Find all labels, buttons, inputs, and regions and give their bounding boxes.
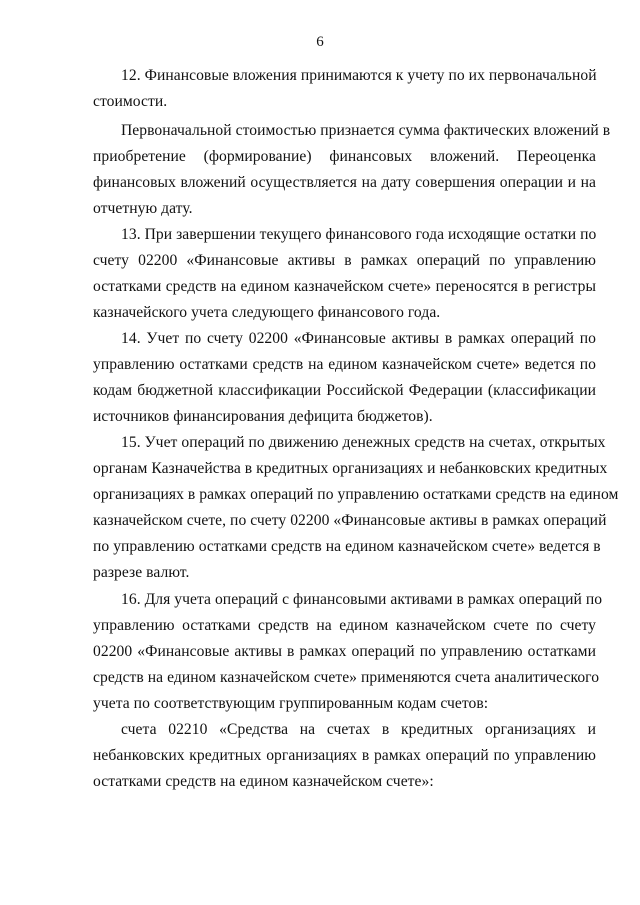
text-line: организациях в рамках операций по управлению остатками средств на едином — [93, 486, 619, 503]
text-line: небанковских кредитных организациях в рамках операций по управлению — [93, 747, 596, 764]
text-line: 12. Финансовые вложения принимаются к учету по их первоначальной — [121, 67, 597, 84]
text-line: счета 02210 «Средства на счетах в кредитных организациях и — [121, 721, 596, 738]
page-number: 6 — [316, 34, 324, 50]
text-line: финансовых вложений осуществляется на дату совершения операции и на — [93, 174, 596, 191]
text-line: приобретение (формирование) финансовых вложений. Переоценка — [93, 148, 596, 165]
text-line: Первоначальной стоимостью признается сумма фактических вложений в — [121, 122, 611, 139]
text-line: средств на едином казначейском счете» применяются счета аналитического — [93, 669, 600, 686]
text-line: кодам бюджетной классификации Российской Федерации (классификации — [93, 382, 596, 399]
text-line: источников финансирования дефицита бюджетов). — [93, 408, 433, 425]
text-line: казначейского учета следующего финансового года. — [93, 304, 441, 321]
text-line: 15. Учет операций по движению денежных средств на счетах, открытых — [121, 434, 606, 451]
text-line: 16. Для учета операций с финансовыми активами в рамках операций по — [121, 591, 603, 608]
text-line: управлению остатками средств на едином казначейском счете по счету — [93, 617, 596, 634]
text-line: учета по соответствующим группированным кодам счетов: — [93, 695, 489, 712]
text-line: 14. Учет по счету 02200 «Финансовые активы в рамках операций по — [121, 330, 596, 347]
text-line: стоимости. — [93, 93, 168, 110]
text-line: разрезе валют. — [93, 564, 190, 581]
text-line: управлению остатками средств на едином казначейском счете» ведется по — [93, 356, 596, 373]
text-line: 13. При завершении текущего финансового года исходящие остатки по — [121, 226, 597, 243]
text-line: остатками средств на едином казначейском счете»: — [93, 773, 434, 790]
text-line: органам Казначейства в кредитных организациях и небанковских кредитных — [93, 460, 608, 477]
text-line: отчетную дату. — [93, 200, 193, 217]
text-line: казначейском счете, по счету 02200 «Финансовые активы в рамках операций — [93, 512, 607, 529]
text-line: остатками средств на едином казначейском счете» переносятся в регистры — [93, 278, 596, 295]
text-line: счету 02200 «Финансовые активы в рамках операций по управлению — [93, 252, 596, 269]
text-line: по управлению остатками средств на едином казначейском счете» ведется в — [93, 538, 601, 555]
text-line: 02200 «Финансовые активы в рамках операций по управлению остатками — [93, 643, 596, 660]
